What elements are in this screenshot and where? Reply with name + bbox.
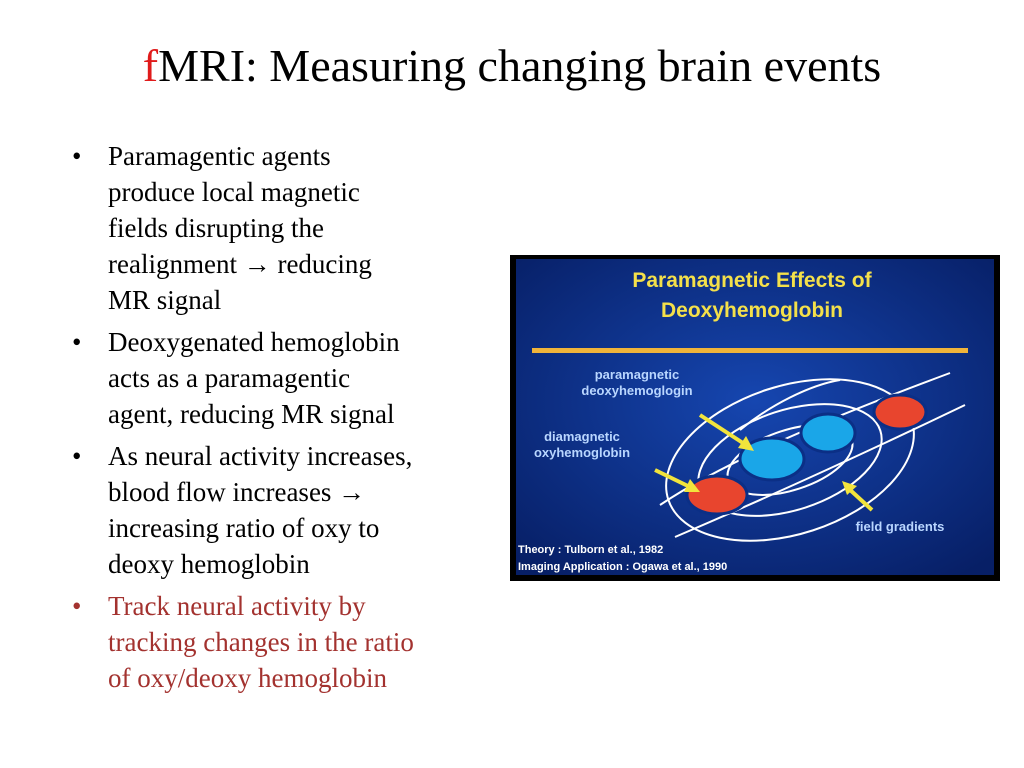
bullet-line: tracking changes in the ratio: [108, 627, 414, 657]
photo-heading-2: Deoxyhemoglobin: [660, 299, 844, 322]
bullet-line: realignment → reducing: [108, 249, 372, 279]
bullet-line: MR signal: [108, 285, 222, 315]
bullet-item-4: [72, 588, 502, 696]
bullet-dot: •: [72, 441, 82, 471]
photo-svg: [510, 255, 1000, 581]
bullet-item-3: [72, 438, 502, 582]
bullet-line: Deoxygenated hemoglobin: [108, 327, 400, 357]
bullet-line: increasing ratio of oxy to: [108, 513, 380, 543]
label-paramagnetic: paramagnetic: [594, 367, 680, 382]
bullet-line: deoxy hemoglobin: [108, 549, 310, 579]
blue-cell: [801, 414, 855, 452]
title-accent-f: f: [142, 40, 159, 91]
bullet-line: produce local magnetic: [108, 177, 360, 207]
bullet-line: acts as a paramagentic: [108, 363, 351, 393]
bullet-line: Paramagentic agents: [108, 141, 331, 171]
red-cell: [874, 395, 926, 429]
bullet-dot: •: [72, 327, 82, 357]
bullet-dot: •: [72, 591, 82, 621]
bullet-line: agent, reducing MR signal: [108, 399, 395, 429]
bullet-line: fields disrupting the: [108, 213, 324, 243]
photo-heading-1: Paramagnetic Effects of: [632, 269, 872, 292]
credit-imaging: Imaging Application : Ogawa et al., 1990: [518, 561, 728, 573]
label-field-gradients: field gradients: [855, 519, 945, 534]
slide-title: [0, 36, 1024, 96]
bullet-item-2: [72, 324, 502, 432]
red-cell: [687, 476, 747, 514]
bullet-list: [72, 138, 502, 702]
bullet-dot: •: [72, 141, 82, 171]
photo-rule: [532, 348, 968, 353]
credit-theory: Theory : Tulborn et al., 1982: [518, 544, 664, 556]
bullet-line: Track neural activity by: [108, 591, 366, 621]
label-diamagnetic: diamagnetic: [544, 429, 620, 444]
label-deoxyhemoglogin: deoxyhemoglogin: [581, 383, 693, 398]
bullet-line: of oxy/deoxy hemoglobin: [108, 663, 387, 693]
bullet-item-1: [72, 138, 502, 318]
title-rest: MRI: Measuring changing brain events: [158, 40, 882, 91]
paramagnetic-effects-photo: [510, 255, 1000, 581]
label-oxyhemoglobin: oxyhemoglobin: [533, 445, 631, 460]
bullet-line: blood flow increases →: [108, 477, 366, 507]
bullet-line: As neural activity increases,: [108, 441, 413, 471]
